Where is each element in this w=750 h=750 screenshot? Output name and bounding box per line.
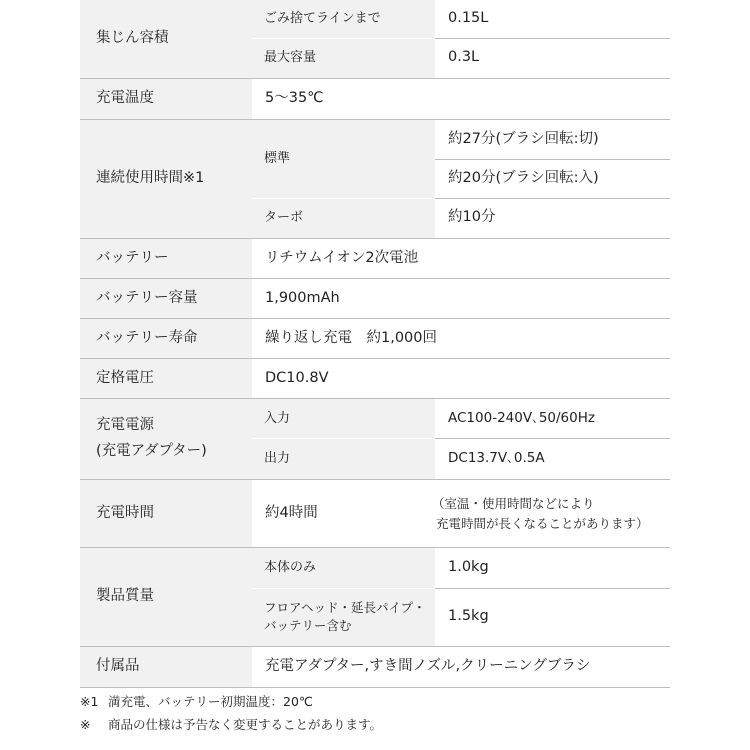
dust-max-value: 0.3L [435, 38, 670, 78]
battery-life-label: バッテリー寿命 [80, 319, 252, 358]
runtime-turbo-label: ターボ [252, 198, 435, 238]
footnote-text: 満充電、バッテリー初期温度：20℃ [107, 694, 313, 709]
row-divider [435, 159, 670, 160]
charge-time-note [432, 480, 670, 547]
runtime-turbo-value: 約10分 [435, 198, 670, 238]
accessories-label: 付属品 [80, 647, 252, 687]
group-divider [80, 398, 670, 399]
battery-label: バッテリー [80, 239, 252, 278]
cell-separator [252, 198, 435, 199]
power-source-label-line1: 充電電源 [96, 417, 154, 434]
dust-line-value: 0.15L [435, 0, 670, 38]
runtime-standard-value-2: 約20分(ブラシ回転:入) [435, 159, 670, 198]
charge-time-note-line2: 充電時間が長くなることがあります） [436, 515, 649, 531]
mass-full-label-line2: バッテリー含む [264, 618, 352, 633]
cell-separator [252, 588, 435, 589]
power-input-label: 入力 [252, 399, 435, 438]
mass-body-label: 本体のみ [252, 548, 435, 588]
group-divider [80, 238, 670, 239]
footnote-mark: ※ [80, 717, 91, 732]
charge-time-value: 約4時間 [252, 480, 432, 547]
dust-max-sub-label: 最大容量 [252, 38, 435, 78]
power-source-label-line2: (充電アダプター) [96, 443, 207, 459]
group-divider [80, 318, 670, 319]
mass-full-value: 1.5kg [435, 588, 670, 646]
mass-full-label [252, 588, 435, 646]
power-input-value: AC100-240V､50/60Hz [435, 399, 670, 438]
battery-value: リチウムイオン2次電池 [252, 239, 670, 278]
power-output-label: 出力 [252, 438, 435, 479]
group-divider [80, 479, 670, 480]
group-divider [80, 547, 670, 548]
rated-voltage-label: 定格電圧 [80, 359, 252, 398]
group-divider [80, 78, 670, 79]
spec-table [80, 0, 670, 688]
runtime-standard-value-1: 約27分(ブラシ回転:切) [435, 120, 670, 159]
charge-time-note-line1: （室温・使用時間などにより [432, 495, 595, 511]
power-source-label [80, 399, 252, 479]
footnote-1 [80, 692, 313, 710]
mass-full-label-line1: フロアヘッド・延長パイプ・ [264, 599, 426, 615]
runtime-label: 連続使用時間※1 [80, 120, 252, 238]
battery-capacity-label: バッテリー容量 [80, 279, 252, 318]
row-divider [435, 588, 670, 589]
group-divider [80, 646, 670, 647]
group-divider [80, 278, 670, 279]
charge-temp-value: 5～35℃ [252, 79, 670, 119]
power-output-value: DC13.7V､0.5A [435, 438, 670, 479]
mass-body-value: 1.0kg [435, 548, 670, 588]
row-divider [435, 198, 670, 199]
battery-life-value: 繰り返し充電 約1,000回 [252, 319, 670, 358]
battery-capacity-value: 1,900mAh [252, 279, 670, 318]
table-bottom-border [80, 687, 670, 688]
charge-time-label: 充電時間 [80, 480, 252, 547]
dust-capacity-label: 集じん容積 [80, 0, 252, 78]
rated-voltage-value: DC10.8V [252, 359, 670, 398]
footnote-mark: ※1 [80, 694, 99, 709]
row-divider [435, 38, 670, 39]
row-divider [435, 438, 670, 439]
mass-label: 製品質量 [80, 548, 252, 646]
cell-separator [252, 438, 435, 439]
group-divider [80, 119, 670, 120]
group-divider [80, 358, 670, 359]
dust-line-sub-label: ごみ捨てラインまで [252, 0, 435, 38]
runtime-standard-label: 標準 [252, 120, 435, 198]
footnote-2 [80, 715, 382, 733]
cell-separator [252, 38, 435, 39]
accessories-value: 充電アダプター,すき間ノズル,クリーニングブラシ [252, 647, 670, 687]
charge-temp-label: 充電温度 [80, 79, 252, 119]
footnote-text: 商品の仕様は予告なく変更することがあります。 [107, 717, 382, 732]
